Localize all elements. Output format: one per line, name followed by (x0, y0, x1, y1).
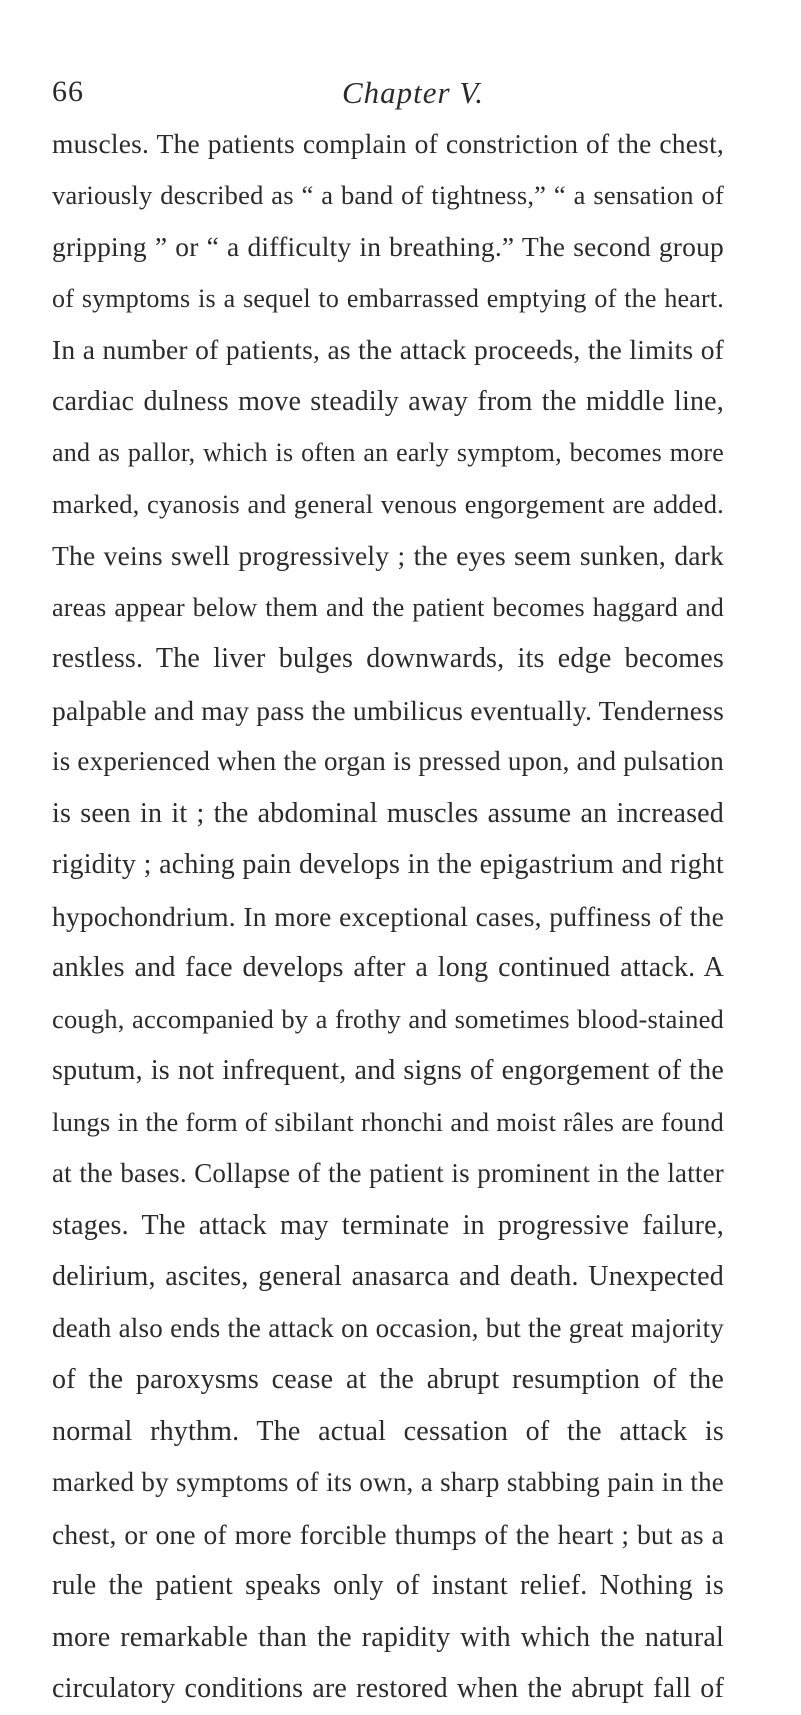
chapter-title: Chapter V. (342, 75, 485, 110)
text-line: gripping ” or “ a difficulty in breathing.” The second group (52, 231, 724, 262)
text-line: restless. The liver bulges downwards, its edge becomes (52, 643, 724, 674)
text-line: of the paroxysms cease at the abrupt resumption of the (52, 1364, 724, 1395)
running-head (52, 75, 724, 115)
body-text (52, 118, 724, 1715)
text-line: variously described as “ a band of tightness,” “ a sensation of (52, 179, 724, 210)
text-line: In a number of patients, as the attack proceeds, the limits of (52, 334, 724, 365)
text-line: muscles. The patients complain of constriction of the chest, (52, 128, 724, 159)
text-line: delirium, ascites, general anasarca and death. Unexpected (52, 1261, 724, 1292)
text-line: is seen in it ; the abdominal muscles assume an increased (52, 797, 724, 829)
text-line: rule the patient speaks only of instant relief. Nothing is (52, 1570, 724, 1601)
text-line: marked by symptoms of its own, a sharp stabbing pain in the (52, 1467, 724, 1497)
text-line: marked, cyanosis and general venous engorgement are added. (52, 488, 724, 519)
text-line: sputum, is not infrequent, and signs of engorgement of the (52, 1055, 724, 1086)
text-line: cardiac dulness move steadily away from the middle line, (52, 385, 724, 417)
text-line: chest, or one of more forcible thumps of the heart ; but as a (52, 1518, 724, 1550)
text-line: ankles and face develops after a long continued attack. A (52, 952, 724, 983)
page-number: 66 (52, 75, 84, 108)
text-line: death also ends the attack on occasion, but the great majority (52, 1312, 724, 1343)
text-line: lungs in the form of sibilant rhonchi and moist râles are found (52, 1106, 724, 1137)
text-line: palpable and may pass the umbilicus eventually. Tenderness (52, 694, 724, 726)
text-line: and as pallor, which is often an early symptom, becomes more (52, 438, 724, 467)
text-line: of symptoms is a sequel to embarrassed emptying of the heart. (52, 283, 724, 313)
text-line: cough, accompanied by a frothy and sometimes blood-stained (52, 1003, 724, 1034)
text-line: at the bases. Collapse of the patient is prominent in the latter (52, 1158, 724, 1188)
text-line: normal rhythm. The actual cessation of the attack is (52, 1415, 724, 1447)
text-line: The veins swell progressively ; the eyes seem sunken, dark (52, 540, 724, 571)
text-line: rigidity ; aching pain develops in the epigastrium and right (52, 849, 724, 880)
text-line: hypochondrium. In more exceptional cases, puffiness of the (52, 900, 724, 932)
text-line: areas appear below them and the patient becomes haggard and (52, 592, 724, 622)
text-line: circulatory conditions are restored when the abrupt fall of (52, 1673, 724, 1704)
text-line: more remarkable than the rapidity with which the natural (52, 1621, 724, 1653)
text-line: is experienced when the organ is pressed upon, and pulsation (52, 746, 724, 776)
text-line: stages. The attack may terminate in progressive failure, (52, 1209, 724, 1241)
